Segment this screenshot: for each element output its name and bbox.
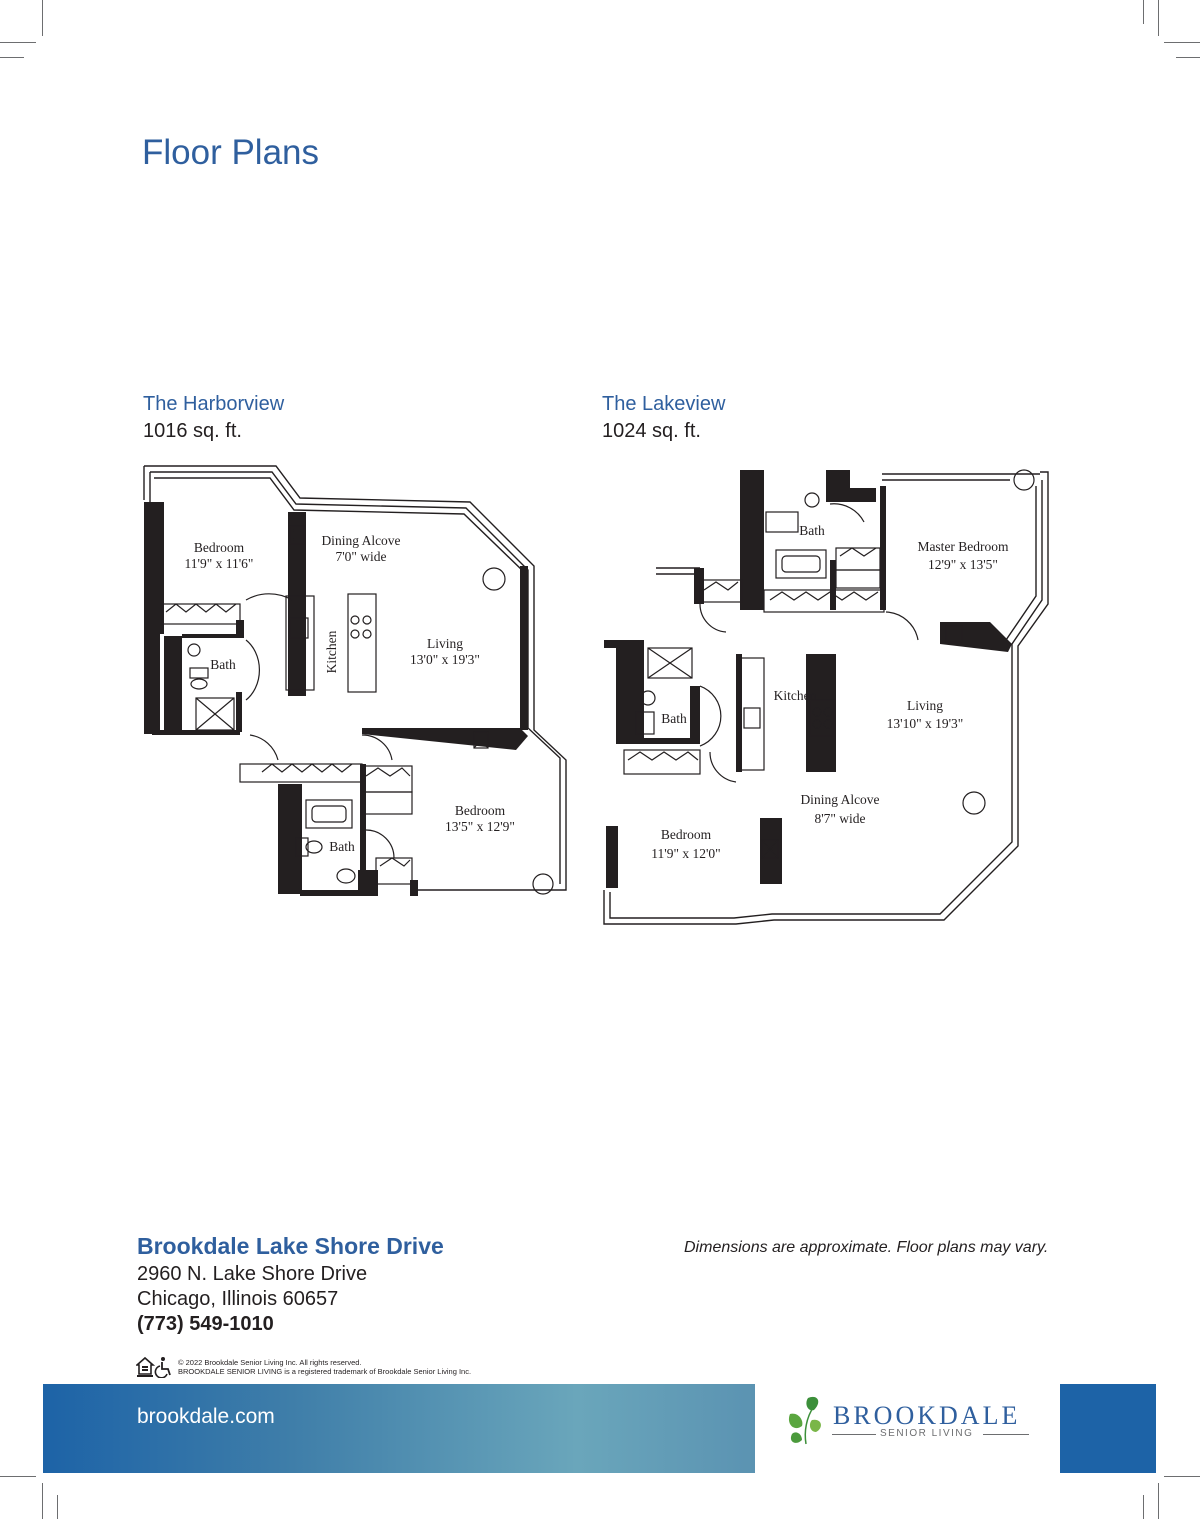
room-label: Living <box>427 636 463 651</box>
crop-mark <box>0 57 24 58</box>
crop-mark <box>0 42 36 43</box>
crop-mark <box>1158 1483 1159 1519</box>
plan-size-harborview: 1016 sq. ft. <box>143 420 242 442</box>
crop-mark <box>1164 42 1200 43</box>
room-dimensions: 11'9" x 11'6" <box>184 556 254 571</box>
floor-plan-harborview <box>140 462 572 898</box>
crop-mark <box>1176 57 1200 58</box>
room-label: Bath <box>661 711 687 726</box>
room-dimensions: 13'5" x 12'9" <box>445 819 515 834</box>
disclaimer: Dimensions are approximate. Floor plans may vary. <box>684 1239 1049 1256</box>
room-dimensions: 8'7" wide <box>814 811 866 826</box>
footer-band-accent <box>1060 1384 1156 1473</box>
logo-rule <box>983 1434 1029 1435</box>
room-label: Dining Alcove <box>800 792 880 807</box>
room-label: Kitchen <box>773 688 817 703</box>
logo-wordmark: BROOKDALE <box>833 1401 1021 1430</box>
crop-mark <box>57 1495 58 1519</box>
room-dimensions: 11'9" x 12'0" <box>651 846 721 861</box>
crop-mark <box>1143 0 1144 24</box>
crop-mark <box>1158 0 1159 36</box>
logo-rule <box>832 1434 876 1435</box>
room-label: Bath <box>210 657 236 672</box>
address-line-2: Chicago, Illinois 60657 <box>137 1288 339 1310</box>
room-label: Master Bedroom <box>917 539 1009 554</box>
website-link[interactable]: brookdale.com <box>137 1405 275 1428</box>
room-dimensions: 12'9" x 13'5" <box>928 557 998 572</box>
page-title: Floor Plans <box>142 133 320 172</box>
room-label: Dining Alcove <box>321 533 401 548</box>
room-label: Living <box>907 698 943 713</box>
room-dimensions: 13'10" x 19'3" <box>886 716 964 731</box>
phone-number[interactable]: (773) 549-1010 <box>137 1313 274 1335</box>
equal-housing-accessibility-icon <box>136 1356 174 1378</box>
room-dimensions: 7'0" wide <box>335 549 387 564</box>
logo-tagline: SENIOR LIVING <box>880 1428 974 1439</box>
crop-mark <box>1143 1495 1144 1519</box>
community-name: Brookdale Lake Shore Drive <box>137 1233 444 1259</box>
room-label: Bath <box>329 839 355 854</box>
crop-mark <box>0 1476 36 1477</box>
room-label: Bedroom <box>454 803 506 818</box>
room-label: Bedroom <box>193 540 245 555</box>
trademark-notice: BROOKDALE SENIOR LIVING is a registered trademark of Brookdale Senior Living Inc. <box>178 1367 472 1376</box>
plan-size-lakeview: 1024 sq. ft. <box>602 420 701 442</box>
room-label: Kitchen <box>324 630 339 674</box>
plan-name-lakeview: The Lakeview <box>602 393 726 415</box>
crop-mark <box>1164 1476 1200 1477</box>
floor-plan-lakeview <box>598 464 1054 928</box>
address-line-1: 2960 N. Lake Shore Drive <box>137 1263 368 1285</box>
room-label: Bedroom <box>660 827 712 842</box>
room-dimensions: 13'0" x 19'3" <box>410 652 480 667</box>
crop-mark <box>42 0 43 36</box>
crop-mark <box>42 1483 43 1519</box>
brookdale-logo <box>770 1384 1060 1473</box>
leaf-icon <box>784 1392 828 1446</box>
plan-name-harborview: The Harborview <box>143 393 285 415</box>
copyright-notice: © 2022 Brookdale Senior Living Inc. All rights reserved. <box>178 1358 362 1367</box>
room-label: Bath <box>799 523 825 538</box>
